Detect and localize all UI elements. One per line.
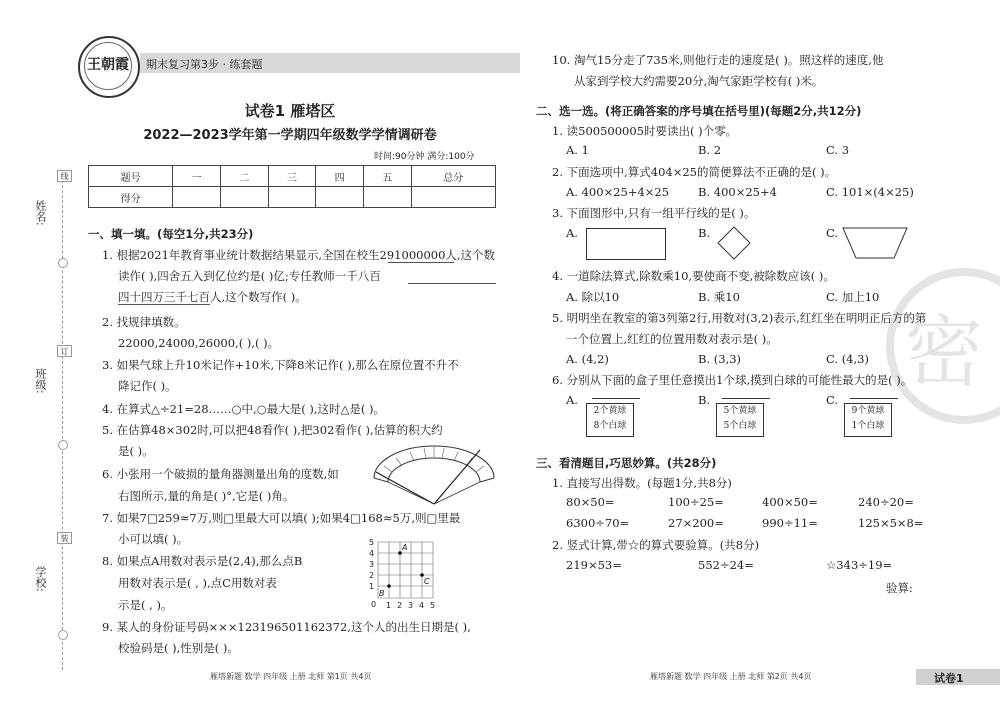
score-table-header-row bbox=[89, 166, 496, 187]
question-text: 6. 分别从下面的盒子里任意摸出1个球,摸到白球的可能性最大的是( )。 bbox=[552, 373, 913, 387]
question-text: 7. 如果7□259≈7万,则□里最大可以填( );如果4□168≈5万,则□里最 bbox=[102, 511, 461, 525]
table-cell: 五 bbox=[363, 166, 411, 187]
y-tick-label: 4 bbox=[369, 549, 375, 558]
vertical-calc-item: ☆343÷19= bbox=[826, 558, 893, 572]
y-tick-label: 5 bbox=[369, 538, 375, 547]
school-label: 学校: bbox=[34, 566, 47, 592]
question-text: 一个位置上,红红的位置用数对表示是( )。 bbox=[566, 332, 778, 346]
box-c-line2: 1个白球 bbox=[851, 421, 885, 431]
box-a-line2: 8个白球 bbox=[593, 421, 627, 431]
seal-mark-1: 线 bbox=[57, 170, 72, 182]
coordinate-grid bbox=[366, 536, 448, 612]
option-c: C. 3 bbox=[826, 143, 850, 157]
calc-item: 240÷20= bbox=[858, 495, 914, 509]
ball-box-b bbox=[716, 403, 764, 437]
y-tick-label: 3 bbox=[369, 560, 375, 569]
question-text: 降记作( )。 bbox=[118, 379, 177, 393]
question-text: 1. 读500500005时要读出( )个零。 bbox=[552, 124, 738, 138]
box-b-line2: 5个白球 bbox=[723, 421, 757, 431]
x-tick-label: 2 bbox=[397, 601, 403, 610]
rhombus-shape bbox=[716, 225, 752, 261]
score-table-score-row bbox=[89, 187, 496, 208]
question-text: 1. 根据2021年教育事业统计数据结果显示,全国在校生291000000人,这个数 bbox=[102, 248, 496, 262]
question-text: 读作( ),四舍五入到亿位约是( )亿;专任教师一千八百 bbox=[118, 269, 381, 283]
table-cell: 四 bbox=[316, 166, 364, 187]
question-text: 4. 在算式△÷21=28……○中,○最大是( ),这时△是( )。 bbox=[102, 402, 385, 416]
option-b: B. (3,3) bbox=[698, 352, 742, 366]
option-b: B. 400×25+4 bbox=[698, 185, 777, 199]
question-text: 示是( , )。 bbox=[118, 598, 173, 612]
question-text: 5. 明明坐在教室的第3列第2行,用数对(3,2)表示,红红坐在明明正后方的第 bbox=[552, 311, 927, 325]
exam-title: 试卷1 雁塔区 bbox=[244, 102, 336, 120]
question-text: 6. 小张用一个破损的量角器测量出角的度数,如 bbox=[102, 467, 339, 481]
binding-dot bbox=[58, 630, 68, 640]
exam-subtitle: 2022—2023学年第一学期四年级数学学情调研卷 bbox=[143, 128, 437, 143]
question-text: 3. 下面图形中,只有一组平行线的是( )。 bbox=[552, 206, 756, 220]
question-text: 2. 下面选项中,算式404×25的简便算法不正确的是( )。 bbox=[552, 165, 837, 179]
check-label: 验算: bbox=[886, 581, 913, 595]
seal-mark-2: 订 bbox=[57, 345, 72, 357]
question-text: 用数对表示是( , ),点C用数对表 bbox=[118, 576, 277, 590]
option-c: C. 加上10 bbox=[826, 290, 880, 304]
score-input-cell[interactable] bbox=[363, 187, 411, 208]
option-c: C. 101×(4×25) bbox=[826, 185, 914, 199]
option-b: B. 2 bbox=[698, 143, 722, 157]
question-text: 小可以填( )。 bbox=[118, 532, 189, 546]
question-text: 4. 一道除法算式,除数乘10,要使商不变,被除数应该( )。 bbox=[552, 269, 835, 283]
score-table bbox=[88, 165, 496, 208]
table-cell: 一 bbox=[173, 166, 221, 187]
vertical-calc-item: 552÷24= bbox=[698, 558, 754, 572]
question-text: 是( )。 bbox=[118, 444, 154, 458]
section-3-title: 三、看清题目,巧思妙算。(共28分) bbox=[536, 456, 717, 470]
class-label: 班级: bbox=[34, 368, 47, 394]
score-input-cell[interactable] bbox=[173, 187, 221, 208]
table-cell: 总分 bbox=[411, 166, 495, 187]
point-b bbox=[387, 584, 391, 588]
score-input-cell[interactable] bbox=[411, 187, 495, 208]
question-text: 5. 在估算48×302时,可以把48看作( ),把302看作( ),估算的积大约 bbox=[102, 423, 443, 437]
option-c: C. (4,3) bbox=[826, 352, 869, 366]
table-cell: 三 bbox=[268, 166, 316, 187]
exam-tab-label: 试卷1 bbox=[934, 672, 964, 685]
footer-right: 雁塔新题 数学 四年级 上册 北师 第2页 共4页 bbox=[650, 672, 812, 681]
score-input-cell[interactable] bbox=[268, 187, 316, 208]
question-text: 校验码是( ),性别是( )。 bbox=[118, 641, 239, 655]
x-tick-label: 1 bbox=[386, 601, 392, 610]
box-edge bbox=[592, 398, 641, 399]
step-banner-text: 期末复习第3步 · 练套题 bbox=[146, 58, 263, 71]
point-b-label: B bbox=[379, 589, 385, 598]
question-text: 四十四万三千七百人,这个数写作( )。 bbox=[118, 290, 307, 304]
calc-item: 100÷25= bbox=[668, 495, 724, 509]
table-cell: 得分 bbox=[89, 187, 173, 208]
section-1-title: 一、填一填。(每空1分,共23分) bbox=[88, 227, 254, 241]
y-tick-label: 1 bbox=[369, 582, 375, 591]
point-c bbox=[420, 573, 424, 577]
origin-label: 0 bbox=[371, 600, 377, 609]
option-a: A. 除以10 bbox=[566, 290, 620, 304]
underline bbox=[118, 304, 210, 305]
point-a bbox=[398, 551, 402, 555]
option-b: B. bbox=[698, 393, 711, 407]
time-score: 时间:90分钟 满分:100分 bbox=[374, 152, 475, 162]
watermark-glyph: 密 bbox=[905, 308, 984, 398]
score-input-cell[interactable] bbox=[316, 187, 364, 208]
question-text: 9. 某人的身份证号码×××123196501162372,这个人的出生日期是( ), bbox=[102, 620, 471, 634]
question-text: 8. 如果点A用数对表示是(2,4),那么点B bbox=[102, 554, 303, 568]
vertical-calc-item: 219×53= bbox=[566, 558, 622, 572]
rectangle-shape bbox=[586, 228, 666, 260]
underline bbox=[408, 283, 496, 284]
option-b: B. bbox=[698, 226, 711, 240]
binding-dot bbox=[58, 258, 68, 268]
brand-logo-text: 王朝霞 bbox=[87, 57, 129, 73]
option-a: A. 1 bbox=[566, 143, 589, 157]
question-text: 10. 淘气15分走了735米,则他行走的速度是( )。照这样的速度,他 bbox=[552, 53, 884, 67]
option-a: A. bbox=[566, 393, 578, 407]
ball-box-c bbox=[844, 403, 892, 437]
footer-left: 雁塔新题 数学 四年级 上册 北师 第1页 共4页 bbox=[210, 672, 372, 681]
protractor-figure bbox=[370, 442, 498, 508]
calc-item: 990÷11= bbox=[762, 516, 818, 530]
option-a: A. (4,2) bbox=[566, 352, 609, 366]
trapezoid-shape bbox=[842, 226, 908, 260]
binding-dot bbox=[58, 440, 68, 450]
calc-item: 80×50= bbox=[566, 495, 615, 509]
question-text: 从家到学校大约需要20分,淘气家距学校有( )米。 bbox=[574, 74, 824, 88]
table-cell: 二 bbox=[220, 166, 268, 187]
question-text: 1. 直接写出得数。(每题1分,共8分) bbox=[552, 476, 732, 490]
calc-item: 27×200= bbox=[668, 516, 724, 530]
option-a: A. bbox=[566, 226, 578, 240]
binding-line bbox=[62, 170, 63, 670]
box-c-line1: 9个黄球 bbox=[851, 406, 885, 416]
question-text: 3. 如果气球上升10米记作+10米,下降8米记作( ),那么在原位置不升不 bbox=[102, 358, 459, 372]
option-a: A. 400×25+4×25 bbox=[566, 185, 670, 199]
score-input-cell[interactable] bbox=[220, 187, 268, 208]
box-a-line1: 2个黄球 bbox=[593, 406, 627, 416]
option-c: C. bbox=[826, 393, 839, 407]
ball-box-a bbox=[586, 403, 634, 437]
calc-item: 400×50= bbox=[762, 495, 818, 509]
underline bbox=[388, 262, 454, 263]
box-edge bbox=[850, 398, 899, 399]
box-edge bbox=[722, 398, 771, 399]
question-text: 22000,24000,26000,( ),( )。 bbox=[118, 336, 280, 350]
option-b: B. 乘10 bbox=[698, 290, 740, 304]
box-b-line1: 5个黄球 bbox=[723, 406, 757, 416]
x-tick-label: 4 bbox=[419, 601, 425, 610]
calc-item: 125×5×8= bbox=[858, 516, 924, 530]
section-2-title: 二、选一选。(将正确答案的序号填在括号里)(每题2分,共12分) bbox=[536, 104, 862, 118]
option-c: C. bbox=[826, 226, 839, 240]
question-text: 右图所示,量的角是( )°,它是( )角。 bbox=[118, 489, 295, 503]
question-text: 2. 竖式计算,带☆的算式要验算。(共8分) bbox=[552, 538, 760, 552]
y-tick-label: 2 bbox=[369, 571, 375, 580]
seal-mark-3: 装 bbox=[57, 532, 72, 544]
x-tick-label: 3 bbox=[408, 601, 414, 610]
x-tick-label: 5 bbox=[430, 601, 436, 610]
point-a-label: A bbox=[402, 543, 408, 552]
point-c-label: C bbox=[424, 577, 430, 586]
question-text: 2. 找规律填数。 bbox=[102, 315, 186, 329]
table-cell: 题号 bbox=[89, 166, 173, 187]
name-label: 姓名: bbox=[34, 200, 47, 226]
calc-item: 6300÷70= bbox=[566, 516, 630, 530]
